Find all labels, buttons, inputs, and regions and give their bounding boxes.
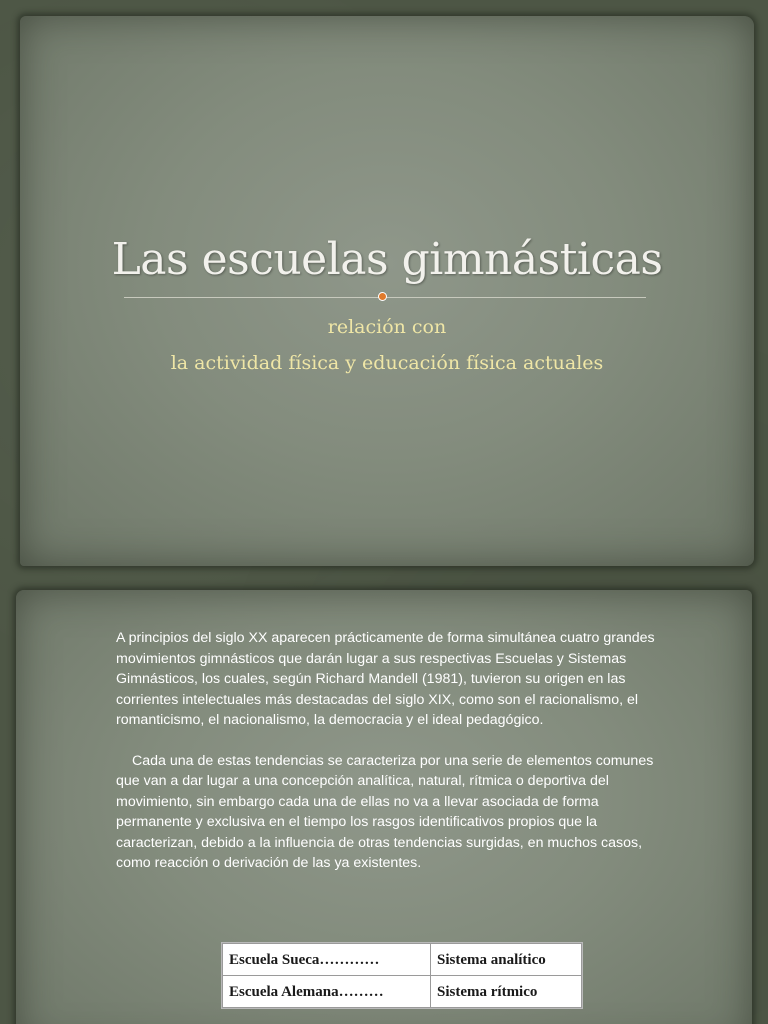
paragraph-2: Cada una de estas tendencias se caracteriza por una serie de elementos comunes que van a dar lugar a una concepción analítica, natural, rítmica o deportiva del movimiento, sin embargo cada una de ellas no va a llevar asociada de forma permanente y exclusiva en el tiempo los rasgos identificativos propios que la caracterizan, debido a la influencia de otras tendencias surgidas, en muchos casos, como reacción o derivación de las ya existentes. <box>116 752 654 871</box>
subtitle-line-2: la actividad física y educación física actuales <box>170 352 604 374</box>
system-cell: Sistema rítmico <box>431 976 582 1008</box>
table-row <box>223 944 582 976</box>
system-cell: Sistema analítico <box>431 944 582 976</box>
body-text <box>116 628 656 874</box>
schools-table <box>221 942 583 1009</box>
divider-dot-ornament <box>379 293 386 300</box>
slide-title: Las escuelas gimnásticas <box>111 234 663 285</box>
school-cell: Escuela Sueca………… <box>223 944 431 976</box>
school-cell: Escuela Alemana……… <box>223 976 431 1008</box>
paragraph-1: A principios del siglo XX aparecen prácticamente de forma simultánea cuatro grandes movimientos gimnásticos que darán lugar a sus respectivas Escuelas y Sistemas Gimnásticos, los cuales, según Richard Mandell (1981), tuvieron su origen en las corrientes intelectuales más destacadas del siglo XIX, como son el racionalismo, el romanticismo, el nacionalismo, la democracia y el ideal pedagógico. <box>116 630 655 728</box>
content-slide <box>16 590 752 1024</box>
title-slide <box>20 16 754 566</box>
subtitle-line-1: relación con <box>327 316 447 338</box>
table-row <box>223 976 582 1008</box>
